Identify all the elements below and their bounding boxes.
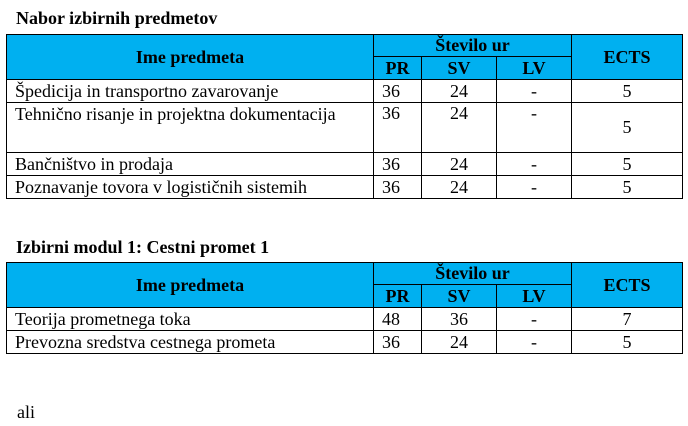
- column-header-hours: Število ur: [374, 35, 572, 57]
- lv-cell: -: [497, 103, 572, 153]
- lv-cell: -: [497, 176, 572, 199]
- lv-cell: -: [497, 308, 572, 331]
- sv-cell: 24: [422, 80, 497, 103]
- column-header-lv: LV: [497, 285, 572, 308]
- pr-cell: 36: [374, 176, 422, 199]
- lv-cell: -: [497, 331, 572, 354]
- table-row: [7, 176, 683, 199]
- lv-cell: -: [497, 80, 572, 103]
- table-row: [7, 80, 683, 103]
- column-header-ects: ECTS: [572, 35, 683, 80]
- column-header-lv: LV: [497, 57, 572, 80]
- column-header-sv: SV: [422, 57, 497, 80]
- lv-cell: -: [497, 153, 572, 176]
- ects-cell: 5: [572, 153, 683, 176]
- sv-cell: 36: [422, 308, 497, 331]
- course-name-cell: Teorija prometnega toka: [7, 308, 374, 331]
- table-row: [7, 331, 683, 354]
- table-row: [7, 103, 683, 153]
- table-row: [7, 153, 683, 176]
- course-name-cell: Tehnično risanje in projektna dokumentacija: [7, 103, 374, 153]
- table-header-row: [7, 263, 683, 285]
- column-header-pr: PR: [374, 57, 422, 80]
- column-header-ects: ECTS: [572, 263, 683, 308]
- pr-cell: 48: [374, 308, 422, 331]
- column-header-course-name: Ime predmeta: [7, 35, 374, 80]
- column-header-pr: PR: [374, 285, 422, 308]
- ects-cell: 5: [572, 176, 683, 199]
- pr-cell: 36: [374, 103, 422, 153]
- course-name-cell: Prevozna sredstva cestnega prometa: [7, 331, 374, 354]
- sv-cell: 24: [422, 103, 497, 153]
- course-name-cell: Špedicija in transportno zavarovanje: [7, 80, 374, 103]
- ects-cell: 5: [572, 103, 683, 153]
- pr-cell: 36: [374, 153, 422, 176]
- pr-cell: 36: [374, 331, 422, 354]
- pr-cell: 36: [374, 80, 422, 103]
- ects-cell: 7: [572, 308, 683, 331]
- column-header-hours: Število ur: [374, 263, 572, 285]
- elective-courses-table: [6, 34, 683, 199]
- column-header-sv: SV: [422, 285, 497, 308]
- footer-text: ali: [17, 402, 35, 422]
- course-name-cell: Poznavanje tovora v logističnih sistemih: [7, 176, 374, 199]
- sv-cell: 24: [422, 153, 497, 176]
- column-header-course-name: Ime predmeta: [7, 263, 374, 308]
- table-header-row: [7, 35, 683, 57]
- section-title-elective-courses: Nabor izbirnih predmetov: [16, 8, 218, 28]
- sv-cell: 24: [422, 176, 497, 199]
- section-title-module-road-transport: Izbirni modul 1: Cestni promet 1: [16, 237, 270, 257]
- sv-cell: 24: [422, 331, 497, 354]
- ects-cell: 5: [572, 80, 683, 103]
- course-name-cell: Bančništvo in prodaja: [7, 153, 374, 176]
- table-row: [7, 308, 683, 331]
- ects-cell: 5: [572, 331, 683, 354]
- module-courses-table: [6, 262, 683, 354]
